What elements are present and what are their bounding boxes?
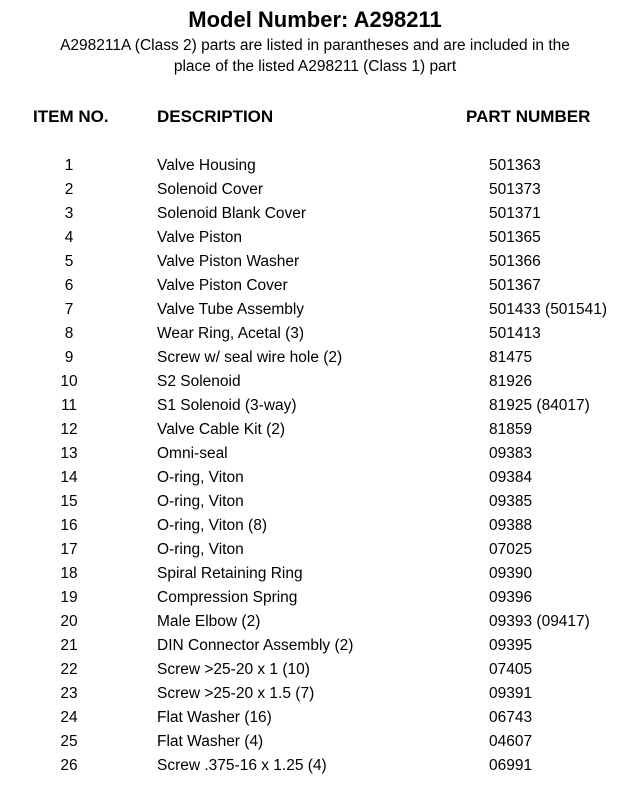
description-cell: Valve Piston [157, 229, 243, 246]
item-number-cell: 15 [60, 493, 78, 510]
table-row [0, 706, 630, 730]
table-row [0, 178, 630, 202]
page-subtitle [0, 35, 630, 77]
item-number-cell: 18 [60, 565, 78, 582]
subtitle-line-1: A298211A (Class 2) parts are listed in parantheses and are included in the [60, 37, 570, 54]
description-cell: Valve Cable Kit (2) [157, 421, 286, 438]
description-cell: Valve Housing [157, 157, 256, 174]
item-number-cell: 21 [60, 637, 78, 654]
item-number-cell: 14 [60, 469, 78, 486]
part-number-cell: 09385 [489, 493, 533, 510]
table-row [0, 730, 630, 754]
table-row [0, 658, 630, 682]
description-cell: Valve Tube Assembly [157, 301, 305, 318]
part-number-cell: 09395 [489, 637, 533, 654]
description-cell: O-ring, Viton [157, 541, 244, 558]
table-row [0, 418, 630, 442]
item-number-cell: 20 [60, 613, 78, 630]
column-header-part-number: PART NUMBER [466, 107, 591, 126]
table-row [0, 586, 630, 610]
table-row [0, 346, 630, 370]
part-number-cell: 501367 [489, 277, 541, 294]
table-row [0, 394, 630, 418]
part-number-cell: 09393 (09417) [489, 613, 590, 630]
item-number-cell: 22 [60, 661, 78, 678]
description-cell: Male Elbow (2) [157, 613, 261, 630]
table-row [0, 274, 630, 298]
part-number-cell: 501413 [489, 325, 541, 342]
table-row [0, 442, 630, 466]
table-row [0, 682, 630, 706]
part-number-cell: 501373 [489, 181, 541, 198]
description-cell: Wear Ring, Acetal (3) [157, 325, 305, 342]
item-number-cell: 17 [60, 541, 78, 558]
item-number-cell: 24 [60, 709, 78, 726]
description-cell: DIN Connector Assembly (2) [157, 637, 354, 654]
description-cell: Solenoid Blank Cover [157, 205, 307, 222]
part-number-cell: 09396 [489, 589, 533, 606]
description-cell: Valve Piston Washer [157, 253, 300, 270]
table-row [0, 298, 630, 322]
table-header [0, 107, 630, 129]
item-number-cell: 25 [60, 733, 78, 750]
description-cell: S1 Solenoid (3-way) [157, 397, 297, 414]
item-number-cell: 4 [64, 229, 74, 246]
description-cell: Compression Spring [157, 589, 298, 606]
item-number-cell: 1 [64, 157, 74, 174]
part-number-cell: 06743 [489, 709, 533, 726]
part-number-cell: 07405 [489, 661, 533, 678]
description-cell: Screw >25-20 x 1.5 (7) [157, 685, 315, 702]
part-number-cell: 09388 [489, 517, 533, 534]
description-cell: O-ring, Viton (8) [157, 517, 267, 534]
part-number-cell: 501366 [489, 253, 541, 270]
item-number-cell: 26 [60, 757, 78, 774]
description-cell: Screw >25-20 x 1 (10) [157, 661, 310, 678]
table-row [0, 754, 630, 778]
part-number-cell: 04607 [489, 733, 533, 750]
part-number-cell: 81925 (84017) [489, 397, 590, 414]
item-number-cell: 6 [64, 277, 74, 294]
item-number-cell: 7 [64, 301, 74, 318]
description-cell: Valve Piston Cover [157, 277, 288, 294]
item-number-cell: 3 [64, 205, 74, 222]
part-number-cell: 09391 [489, 685, 533, 702]
table-row [0, 370, 630, 394]
item-number-cell: 8 [64, 325, 74, 342]
item-number-cell: 2 [64, 181, 74, 198]
item-number-cell: 5 [64, 253, 74, 270]
parts-table-body [0, 154, 630, 778]
description-cell: Flat Washer (16) [157, 709, 272, 726]
item-number-cell: 13 [60, 445, 78, 462]
table-row [0, 226, 630, 250]
description-cell: Screw w/ seal wire hole (2) [157, 349, 343, 366]
description-cell: S2 Solenoid [157, 373, 241, 390]
part-number-cell: 09383 [489, 445, 533, 462]
table-row [0, 202, 630, 226]
page-title: Model Number: A298211 [188, 7, 442, 32]
item-number-cell: 9 [64, 349, 74, 366]
table-row [0, 514, 630, 538]
item-number-cell: 12 [60, 421, 78, 438]
subtitle-line-2: place of the listed A298211 (Class 1) part [173, 58, 457, 75]
item-number-cell: 16 [60, 517, 78, 534]
description-cell: Solenoid Cover [157, 181, 263, 198]
column-header-item-no: ITEM NO. [33, 107, 109, 126]
description-cell: Omni-seal [157, 445, 228, 462]
table-row [0, 322, 630, 346]
item-number-cell: 11 [60, 397, 78, 414]
table-row [0, 562, 630, 586]
part-number-cell: 501433 (501541) [489, 301, 608, 318]
item-number-cell: 19 [60, 589, 78, 606]
part-number-cell: 07025 [489, 541, 533, 558]
description-cell: O-ring, Viton [157, 469, 244, 486]
column-header-description: DESCRIPTION [157, 107, 274, 126]
table-row [0, 634, 630, 658]
part-number-cell: 06991 [489, 757, 533, 774]
table-row [0, 538, 630, 562]
part-number-cell: 09384 [489, 469, 533, 486]
table-row [0, 610, 630, 634]
part-number-cell: 81926 [489, 373, 533, 390]
part-number-cell: 501365 [489, 229, 541, 246]
item-number-cell: 10 [60, 373, 78, 390]
part-number-cell: 09390 [489, 565, 533, 582]
item-number-cell: 23 [60, 685, 78, 702]
description-cell: O-ring, Viton [157, 493, 244, 510]
table-row [0, 490, 630, 514]
part-number-cell: 81475 [489, 349, 533, 366]
description-cell: Flat Washer (4) [157, 733, 264, 750]
table-row [0, 466, 630, 490]
part-number-cell: 501363 [489, 157, 541, 174]
part-number-cell: 501371 [489, 205, 541, 222]
table-row [0, 154, 630, 178]
description-cell: Spiral Retaining Ring [157, 565, 303, 582]
part-number-cell: 81859 [489, 421, 533, 438]
table-row [0, 250, 630, 274]
description-cell: Screw .375-16 x 1.25 (4) [157, 757, 327, 774]
